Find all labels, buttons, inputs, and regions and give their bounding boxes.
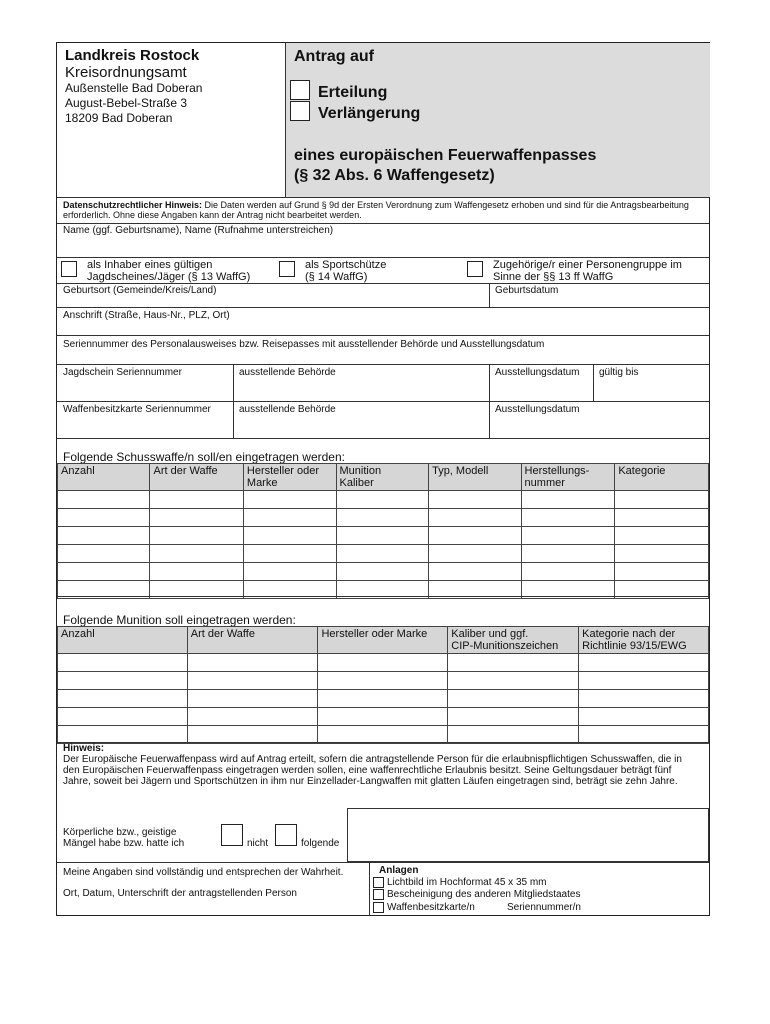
wbk-authority-label: ausstellende Behörde <box>239 404 336 415</box>
table-row[interactable] <box>58 672 709 690</box>
attachment-photo-label: Lichtbild im Hochformat 45 x 35 mm <box>387 877 547 888</box>
weapons-title: Folgende Schusswaffe/n soll/en eingetragen werden: <box>63 450 345 464</box>
application-form <box>56 42 710 916</box>
address-label: Anschrift (Straße, Haus-Nr., PLZ, Ort) <box>63 310 230 321</box>
group-line-1: Zugehörige/r einer Personengruppe im <box>493 259 682 271</box>
weapons-col-model: Typ, Modell <box>429 464 521 491</box>
signature-field[interactable] <box>57 899 367 915</box>
ammo-col-type: Art der Waffe <box>187 627 318 654</box>
checkbox-extension[interactable] <box>290 101 310 121</box>
signature-label: Ort, Datum, Unterschrift der antragstellenden Person <box>63 888 297 899</box>
checkbox-sport-shooter[interactable] <box>279 261 295 277</box>
hunter-line-1: als Inhaber eines gültigen <box>87 259 213 271</box>
hunting-serial-label: Jagdschein Seriennummer <box>63 367 182 378</box>
hunting-authority-label: ausstellende Behörde <box>239 367 336 378</box>
authority-name: Landkreis Rostock <box>65 47 200 64</box>
attachment-certificate-label: Bescheinigung des anderen Mitgliedstaates <box>387 889 581 900</box>
authority-street: August-Bebel-Straße 3 <box>65 96 188 110</box>
application-title: Antrag auf <box>294 48 374 65</box>
ammunition-table <box>57 626 709 744</box>
shooter-line-1: als Sportschütze <box>305 259 387 271</box>
subject-line-2: (§ 32 Abs. 6 Waffengesetz) <box>294 167 495 184</box>
privacy-notice <box>63 200 701 220</box>
table-row[interactable] <box>58 708 709 726</box>
hunter-line-2: Jagdscheines/Jäger (§ 13 WaffG) <box>87 271 251 283</box>
checkbox-hunter[interactable] <box>61 261 77 277</box>
table-row[interactable] <box>58 654 709 672</box>
checkbox-photo[interactable] <box>373 877 384 888</box>
note-text: Der Europäische Feuerwaffenpass wird auf Antrag erteilt, sofern die antragstellende Person für die erlaubnispflichtigen Schusswaffen, die in den Europäischen Feuerwaffenpass eingetragen werden sollen, eine waffenrechtliche Erlaubnis besitzt. Seine Geltungsdauer beträgt fünf Jahre, soweit bei Jägern und Sportschützen in ihm nur Einzellader-Langwaffen mit glatten Läufen eingetragen sind, beträgt sie zehn Jahre. <box>63 754 682 787</box>
shooter-line-2: (§ 14 WaffG) <box>305 271 368 283</box>
wbk-date-label: Ausstellungsdatum <box>495 404 580 415</box>
name-field-label: Name (ggf. Geburtsname), Name (Rufnahme unterstreichen) <box>63 225 334 236</box>
declaration-text: Meine Angaben sind vollständig und entsprechen der Wahrheit. <box>63 867 344 878</box>
attachment-serials-label: Seriennummer/n <box>507 902 581 913</box>
table-row[interactable] <box>58 527 709 545</box>
note-label: Hinweis: <box>63 743 105 754</box>
birthdate-label: Geburtsdatum <box>495 285 559 296</box>
privacy-label: Datenschutzrechtlicher Hinweis: <box>63 200 203 210</box>
defect-line-2: Mängel habe bzw. hatte ich <box>63 838 185 849</box>
option-extension-label: Verlängerung <box>318 105 421 122</box>
subject-line-1: eines europäischen Feuerwaffenpasses <box>294 147 597 164</box>
weapons-col-count: Anzahl <box>58 464 150 491</box>
weapons-col-maker: Hersteller oder Marke <box>243 464 336 491</box>
table-row[interactable] <box>58 726 709 744</box>
weapons-table <box>57 463 709 599</box>
ammunition-title: Folgende Munition soll eingetragen werden: <box>63 613 296 627</box>
authority-branch: Außenstelle Bad Doberan <box>65 81 203 95</box>
authority-city: 18209 Bad Doberan <box>65 111 173 125</box>
weapons-col-serial: Herstellungs- nummer <box>521 464 615 491</box>
ammo-col-category: Kategorie nach der Richtlinie 93/15/EWG <box>579 627 709 654</box>
defects-description-box[interactable] <box>347 808 709 862</box>
weapons-col-category: Kategorie <box>615 464 709 491</box>
ammo-col-caliber: Kaliber und ggf. CIP-Munitionszeichen <box>448 627 579 654</box>
checkbox-certificate[interactable] <box>373 889 384 900</box>
wbk-serial-label: Waffenbesitzkarte Seriennummer <box>63 404 211 415</box>
authority-office: Kreisordnungsamt <box>65 64 187 81</box>
table-row[interactable] <box>58 545 709 563</box>
ammo-col-count: Anzahl <box>58 627 188 654</box>
table-row[interactable] <box>58 690 709 708</box>
hunting-date-label: Ausstellungsdatum <box>495 367 580 378</box>
table-row[interactable] <box>58 491 709 509</box>
defect-line-1: Körperliche bzw., geistige <box>63 827 177 838</box>
checkbox-wbk[interactable] <box>373 902 384 913</box>
option-issue-label: Erteilung <box>318 84 388 101</box>
no-defects-label: nicht <box>247 838 269 849</box>
birthplace-label: Geburtsort (Gemeinde/Kreis/Land) <box>63 285 217 296</box>
following-defects-label: folgende <box>301 838 340 849</box>
note-block <box>63 743 701 787</box>
hunting-valid-label: gültig bis <box>599 367 639 378</box>
group-line-2: Sinne der §§ 13 ff WaffG <box>493 271 614 283</box>
checkbox-issue[interactable] <box>290 80 310 100</box>
checkbox-person-group[interactable] <box>467 261 483 277</box>
id-document-label: Seriennummer des Personalausweises bzw. Reisepasses mit ausstellender Behörde und Ausstellungsdatum <box>63 339 545 350</box>
authority-block <box>65 47 285 126</box>
name-field[interactable] <box>57 237 709 255</box>
privacy-text: Die Daten werden auf Grund § 9d der Ersten Verordnung zum Waffengesetz erhoben und sind für die Antragsbearbeitung erforderlich. Ohne diese Angaben kann der Antrag nicht bearbeitet werden. <box>63 200 689 220</box>
checkbox-following-defects[interactable] <box>275 824 297 846</box>
application-title-panel <box>285 43 710 197</box>
table-row[interactable] <box>58 509 709 527</box>
ammo-col-maker: Hersteller oder Marke <box>318 627 448 654</box>
weapons-col-type: Art der Waffe <box>150 464 243 491</box>
weapons-col-ammo: Munition Kaliber <box>336 464 429 491</box>
table-row[interactable] <box>58 563 709 581</box>
checkbox-no-defects[interactable] <box>221 824 243 846</box>
attachments-title: Anlagen <box>379 865 419 876</box>
attachment-wbk-label: Waffenbesitzkarte/n <box>387 902 475 913</box>
